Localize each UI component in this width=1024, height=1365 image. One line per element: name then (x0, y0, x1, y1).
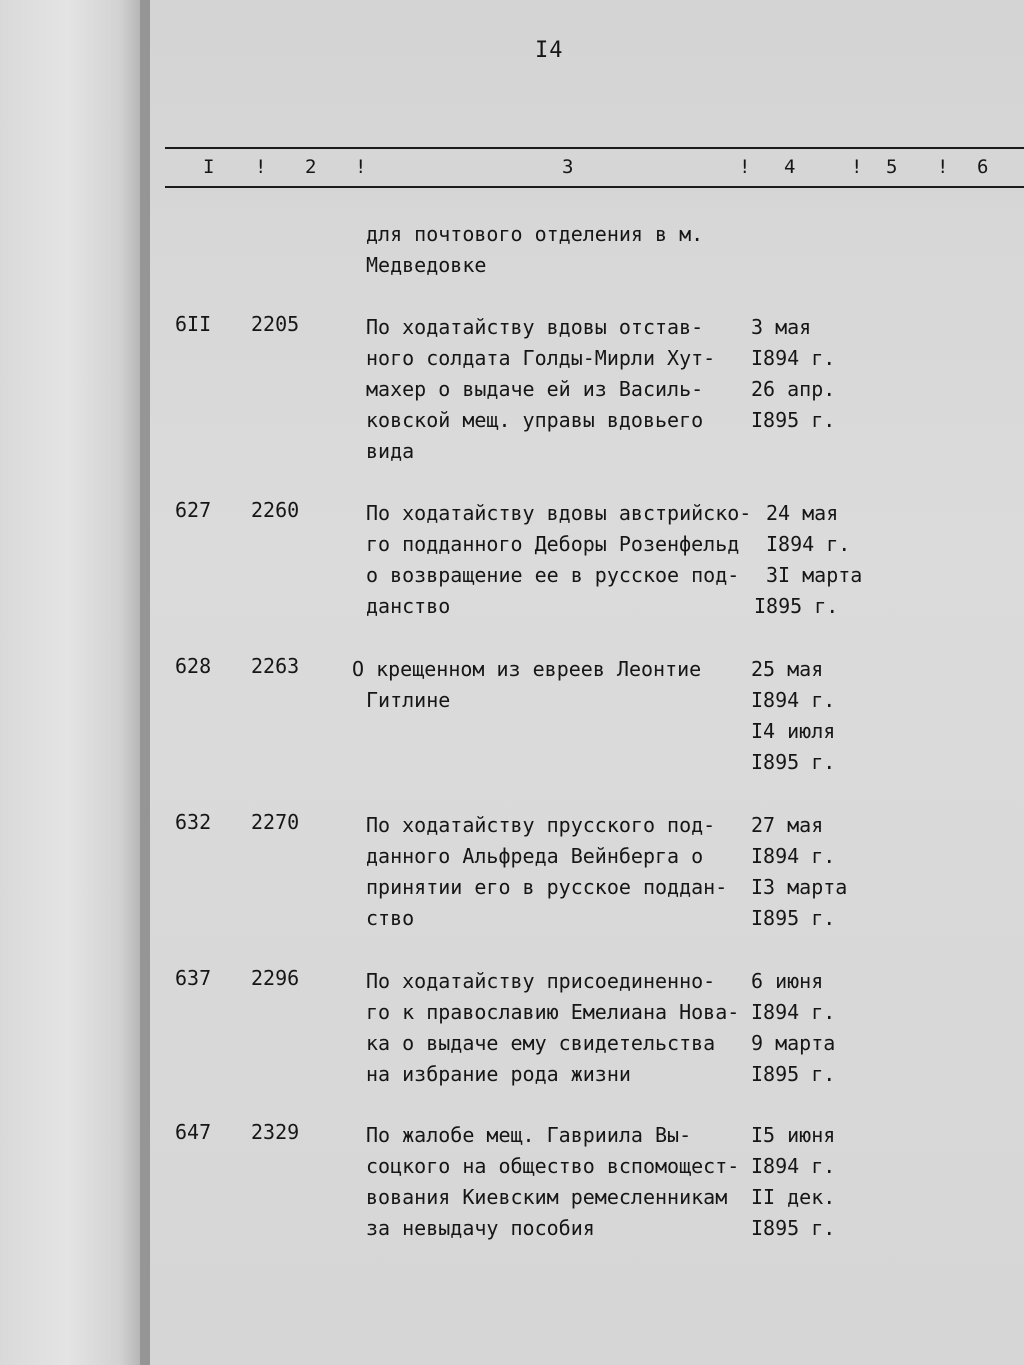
description-line: за невыдачу пособия (366, 1216, 595, 1240)
entry-description (352, 654, 747, 716)
date-line: I894 г. (751, 1000, 836, 1024)
date-line: I895 г. (751, 1216, 836, 1240)
description-line: ного солдата Голды-Мирли Хут- (366, 346, 716, 370)
date-line: II дек. (751, 1185, 836, 1209)
entry-dates (751, 1120, 835, 1244)
date-line: I895 г. (754, 594, 839, 618)
description-line: го к православию Емелиана Нова- (366, 1000, 740, 1024)
description-line: го подданного Деборы Розенфельд (366, 532, 740, 556)
header-col-4: 4 (784, 156, 796, 178)
entry-code: 2270 (251, 810, 300, 834)
entry-dates (751, 312, 835, 436)
description-line: По ходатайству прусского под- (366, 813, 716, 837)
date-line: I894 г. (766, 532, 851, 556)
date-line: 6 июня (751, 969, 824, 993)
entry-dates (751, 654, 835, 778)
description-line: принятии его в русское поддан- (366, 875, 728, 899)
description-line: ковской мещ. управы вдовьего (366, 408, 704, 432)
header-col-1: I (203, 156, 215, 178)
entry-dates (751, 966, 835, 1090)
header-rule-top (165, 147, 1024, 149)
description-line: ка о выдаче ему свидетельства (366, 1031, 716, 1055)
description-line: соцкого на общество вспомощест- (366, 1154, 740, 1178)
entry-number: 628 (175, 654, 212, 678)
entry-number: 637 (175, 966, 212, 990)
entry-number: 6II (175, 312, 212, 336)
date-line: I894 г. (751, 1154, 836, 1178)
description-line: Гитлине (366, 688, 451, 712)
entry-code: 2263 (251, 654, 300, 678)
date-line: I5 июня (751, 1123, 836, 1147)
entry-code: 2205 (251, 312, 300, 336)
date-line: 24 мая (766, 501, 839, 525)
entry-number: 632 (175, 810, 212, 834)
book-gutter (0, 0, 150, 1365)
date-line: 9 марта (751, 1031, 836, 1055)
header-col-6: 6 (977, 156, 989, 178)
date-line: 26 апр. (751, 377, 836, 401)
description-line: По ходатайству вдовы австрийско- (366, 501, 752, 525)
date-line: I894 г. (751, 346, 836, 370)
description-line: вования Киевским ремесленникам (366, 1185, 728, 1209)
header-separator: ! (937, 156, 949, 178)
description-line: По ходатайству присоединенно- (366, 969, 716, 993)
description-line: данного Альфреда Вейнберга о (366, 844, 704, 868)
entry-number: 647 (175, 1120, 212, 1144)
description-line: на избрание рода жизни (366, 1062, 631, 1086)
entry-description (366, 219, 761, 281)
header-separator: ! (739, 156, 751, 178)
description-line: О крещенном из евреев Леонтие (352, 657, 702, 681)
date-line: I4 июля (751, 719, 836, 743)
date-line: I895 г. (751, 906, 836, 930)
date-line: 27 мая (751, 813, 824, 837)
entry-dates (754, 498, 863, 622)
header-separator: ! (851, 156, 863, 178)
date-line: 3I марта (766, 563, 863, 587)
entry-description (366, 1120, 761, 1244)
entry-code: 2296 (251, 966, 300, 990)
description-line: данство (366, 594, 451, 618)
entry-description (366, 810, 761, 934)
entry-number: 627 (175, 498, 212, 522)
header-col-2: 2 (305, 156, 317, 178)
description-line: По жалобе мещ. Гавриила Вы- (366, 1123, 692, 1147)
page-number: I4 (535, 38, 564, 63)
description-line: для почтового отделения в м. (366, 222, 704, 246)
date-line: I894 г. (751, 844, 836, 868)
entry-description (366, 966, 761, 1090)
header-separator: ! (255, 156, 267, 178)
description-line: ство (366, 906, 415, 930)
entry-dates (751, 810, 847, 934)
date-line: I3 марта (751, 875, 848, 899)
description-line: махер о выдаче ей из Василь- (366, 377, 704, 401)
entry-description (366, 312, 761, 467)
header-col-5: 5 (886, 156, 898, 178)
description-line: о возвращение ее в русское под- (366, 563, 740, 587)
header-col-3: 3 (562, 156, 574, 178)
description-line: По ходатайству вдовы отстав- (366, 315, 704, 339)
entry-code: 2329 (251, 1120, 300, 1144)
header-rule-bottom (165, 186, 1024, 188)
date-line: I895 г. (751, 1062, 836, 1086)
entry-code: 2260 (251, 498, 300, 522)
date-line: I895 г. (751, 408, 836, 432)
entry-description (366, 498, 761, 622)
date-line: 3 мая (751, 315, 812, 339)
description-line: вида (366, 439, 415, 463)
description-line: Медведовке (366, 253, 487, 277)
header-separator: ! (355, 156, 367, 178)
date-line: I894 г. (751, 688, 836, 712)
date-line: I895 г. (751, 750, 836, 774)
date-line: 25 мая (751, 657, 824, 681)
